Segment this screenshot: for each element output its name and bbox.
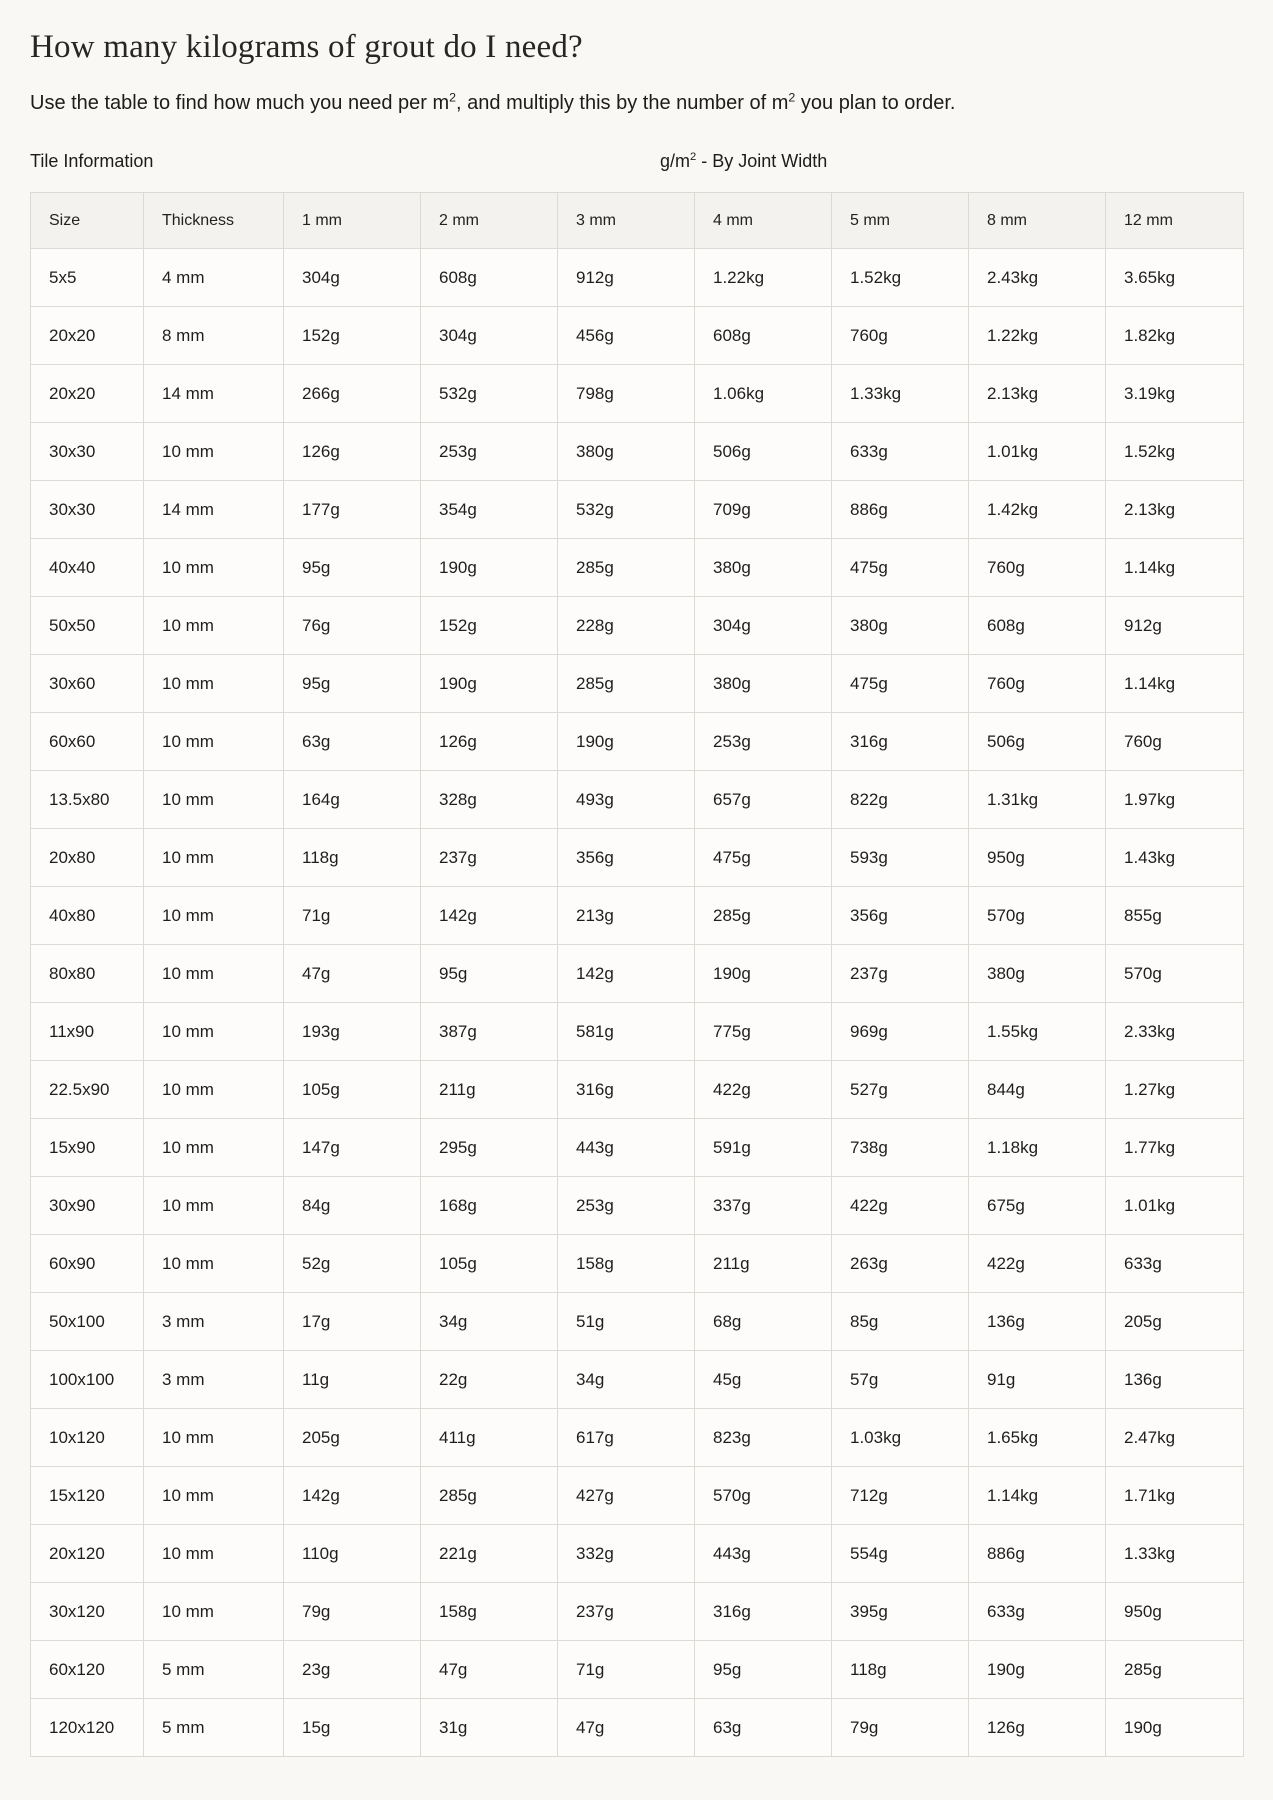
joint-width-label-text-1: g/m (660, 150, 691, 171)
value-cell: 221g (421, 1524, 558, 1582)
joint-width-label (660, 151, 827, 172)
thickness-cell: 14 mm (144, 364, 284, 422)
joint-width-label-text-2: - By Joint Width (696, 150, 828, 171)
value-cell: 493g (558, 770, 695, 828)
value-cell: 304g (284, 248, 421, 306)
value-cell: 395g (832, 1582, 969, 1640)
size-cell: 80x80 (31, 944, 144, 1002)
value-cell: 15g (284, 1698, 421, 1756)
value-cell: 554g (832, 1524, 969, 1582)
thickness-cell: 14 mm (144, 480, 284, 538)
table-row (31, 944, 1244, 1002)
value-cell: 17g (284, 1292, 421, 1350)
thickness-cell: 10 mm (144, 596, 284, 654)
thickness-cell: 5 mm (144, 1640, 284, 1698)
value-cell: 68g (695, 1292, 832, 1350)
size-cell: 10x120 (31, 1408, 144, 1466)
thickness-cell: 10 mm (144, 770, 284, 828)
thickness-cell: 10 mm (144, 1466, 284, 1524)
value-cell: 1.06kg (695, 364, 832, 422)
size-cell: 30x90 (31, 1176, 144, 1234)
value-cell: 608g (969, 596, 1106, 654)
value-cell: 213g (558, 886, 695, 944)
value-cell: 95g (284, 538, 421, 596)
value-cell: 71g (284, 886, 421, 944)
value-cell: 532g (558, 480, 695, 538)
value-cell: 886g (832, 480, 969, 538)
thickness-cell: 8 mm (144, 306, 284, 364)
value-cell: 168g (421, 1176, 558, 1234)
value-cell: 95g (421, 944, 558, 1002)
value-cell: 253g (558, 1176, 695, 1234)
size-cell: 120x120 (31, 1698, 144, 1756)
value-cell: 52g (284, 1234, 421, 1292)
value-cell: 1.01kg (969, 422, 1106, 480)
value-cell: 205g (284, 1408, 421, 1466)
value-cell: 1.31kg (969, 770, 1106, 828)
thickness-cell: 4 mm (144, 248, 284, 306)
table-row (31, 422, 1244, 480)
value-cell: 266g (284, 364, 421, 422)
value-cell: 142g (284, 1466, 421, 1524)
value-cell: 760g (969, 538, 1106, 596)
table-header-row (31, 192, 1244, 248)
value-cell: 211g (421, 1060, 558, 1118)
value-cell: 158g (558, 1234, 695, 1292)
value-cell: 190g (558, 712, 695, 770)
value-cell: 912g (1106, 596, 1244, 654)
value-cell: 152g (284, 306, 421, 364)
tile-information-label: Tile Information (30, 150, 154, 171)
value-cell: 23g (284, 1640, 421, 1698)
value-cell: 380g (558, 422, 695, 480)
size-cell: 60x60 (31, 712, 144, 770)
value-cell: 1.33kg (1106, 1524, 1244, 1582)
thickness-cell: 10 mm (144, 1002, 284, 1060)
value-cell: 356g (832, 886, 969, 944)
value-cell: 443g (558, 1118, 695, 1176)
value-cell: 1.14kg (1106, 654, 1244, 712)
value-cell: 316g (832, 712, 969, 770)
value-cell: 760g (969, 654, 1106, 712)
column-header-12-mm: 12 mm (1106, 192, 1244, 248)
value-cell: 263g (832, 1234, 969, 1292)
value-cell: 253g (421, 422, 558, 480)
value-cell: 285g (558, 654, 695, 712)
size-cell: 40x40 (31, 538, 144, 596)
thickness-cell: 10 mm (144, 422, 284, 480)
value-cell: 950g (1106, 1582, 1244, 1640)
value-cell: 1.03kg (832, 1408, 969, 1466)
value-cell: 422g (832, 1176, 969, 1234)
value-cell: 105g (284, 1060, 421, 1118)
value-cell: 51g (558, 1292, 695, 1350)
thickness-cell: 10 mm (144, 1060, 284, 1118)
value-cell: 1.01kg (1106, 1176, 1244, 1234)
value-cell: 105g (421, 1234, 558, 1292)
value-cell: 2.13kg (1106, 480, 1244, 538)
value-cell: 422g (969, 1234, 1106, 1292)
subtitle-text-3: you plan to order. (795, 91, 956, 114)
value-cell: 237g (558, 1582, 695, 1640)
value-cell: 45g (695, 1350, 832, 1408)
table-row (31, 1176, 1244, 1234)
value-cell: 443g (695, 1524, 832, 1582)
table-row (31, 1582, 1244, 1640)
value-cell: 332g (558, 1524, 695, 1582)
value-cell: 387g (421, 1002, 558, 1060)
value-cell: 950g (969, 828, 1106, 886)
size-cell: 13.5x80 (31, 770, 144, 828)
value-cell: 253g (695, 712, 832, 770)
table-row (31, 596, 1244, 654)
value-cell: 285g (1106, 1640, 1244, 1698)
column-header-4-mm: 4 mm (695, 192, 832, 248)
value-cell: 570g (969, 886, 1106, 944)
value-cell: 380g (969, 944, 1106, 1002)
size-cell: 30x120 (31, 1582, 144, 1640)
value-cell: 158g (421, 1582, 558, 1640)
value-cell: 969g (832, 1002, 969, 1060)
size-cell: 20x120 (31, 1524, 144, 1582)
size-cell: 22.5x90 (31, 1060, 144, 1118)
thickness-cell: 10 mm (144, 944, 284, 1002)
size-cell: 30x30 (31, 480, 144, 538)
table-row (31, 1002, 1244, 1060)
table-row (31, 1350, 1244, 1408)
value-cell: 633g (969, 1582, 1106, 1640)
value-cell: 912g (558, 248, 695, 306)
size-cell: 20x80 (31, 828, 144, 886)
value-cell: 475g (832, 538, 969, 596)
value-cell: 190g (421, 538, 558, 596)
value-cell: 95g (284, 654, 421, 712)
value-cell: 532g (421, 364, 558, 422)
subtitle-text-2: , and multiply this by the number of m (456, 91, 789, 114)
value-cell: 285g (695, 886, 832, 944)
value-cell: 617g (558, 1408, 695, 1466)
size-cell: 20x20 (31, 306, 144, 364)
thickness-cell: 10 mm (144, 654, 284, 712)
size-cell: 60x90 (31, 1234, 144, 1292)
value-cell: 84g (284, 1176, 421, 1234)
value-cell: 95g (695, 1640, 832, 1698)
page-subtitle (30, 90, 1243, 117)
value-cell: 760g (832, 306, 969, 364)
thickness-cell: 10 mm (144, 1524, 284, 1582)
value-cell: 506g (695, 422, 832, 480)
value-cell: 1.18kg (969, 1118, 1106, 1176)
value-cell: 1.77kg (1106, 1118, 1244, 1176)
size-cell: 15x90 (31, 1118, 144, 1176)
value-cell: 1.14kg (969, 1466, 1106, 1524)
value-cell: 71g (558, 1640, 695, 1698)
value-cell: 295g (421, 1118, 558, 1176)
value-cell: 3.19kg (1106, 364, 1244, 422)
value-cell: 142g (558, 944, 695, 1002)
column-header-size: Size (31, 192, 144, 248)
table-row (31, 538, 1244, 596)
thickness-cell: 5 mm (144, 1698, 284, 1756)
column-header-1-mm: 1 mm (284, 192, 421, 248)
size-cell: 5x5 (31, 248, 144, 306)
table-row (31, 770, 1244, 828)
value-cell: 775g (695, 1002, 832, 1060)
value-cell: 1.33kg (832, 364, 969, 422)
value-cell: 709g (695, 480, 832, 538)
value-cell: 136g (1106, 1350, 1244, 1408)
value-cell: 1.52kg (832, 248, 969, 306)
value-cell: 237g (421, 828, 558, 886)
table-row (31, 1524, 1244, 1582)
superscript-2: 2 (449, 89, 457, 104)
value-cell: 177g (284, 480, 421, 538)
table-row (31, 712, 1244, 770)
value-cell: 118g (284, 828, 421, 886)
value-cell: 411g (421, 1408, 558, 1466)
value-cell: 1.65kg (969, 1408, 1106, 1466)
size-cell: 60x120 (31, 1640, 144, 1698)
value-cell: 285g (558, 538, 695, 596)
value-cell: 47g (558, 1698, 695, 1756)
value-cell: 593g (832, 828, 969, 886)
size-cell: 30x30 (31, 422, 144, 480)
value-cell: 91g (969, 1350, 1106, 1408)
table-row (31, 1466, 1244, 1524)
value-cell: 798g (558, 364, 695, 422)
value-cell: 1.82kg (1106, 306, 1244, 364)
value-cell: 608g (695, 306, 832, 364)
value-cell: 136g (969, 1292, 1106, 1350)
value-cell: 527g (832, 1060, 969, 1118)
column-header-5-mm: 5 mm (832, 192, 969, 248)
value-cell: 2.33kg (1106, 1002, 1244, 1060)
value-cell: 1.22kg (969, 306, 1106, 364)
value-cell: 475g (695, 828, 832, 886)
thickness-cell: 10 mm (144, 1118, 284, 1176)
value-cell: 380g (832, 596, 969, 654)
value-cell: 2.43kg (969, 248, 1106, 306)
value-cell: 79g (284, 1582, 421, 1640)
value-cell: 356g (558, 828, 695, 886)
table-row (31, 480, 1244, 538)
value-cell: 47g (421, 1640, 558, 1698)
value-cell: 190g (695, 944, 832, 1002)
superscript-2: 2 (788, 89, 796, 104)
value-cell: 886g (969, 1524, 1106, 1582)
superscript-2: 2 (690, 150, 697, 163)
table-row (31, 1118, 1244, 1176)
table-row (31, 1292, 1244, 1350)
value-cell: 228g (558, 596, 695, 654)
value-cell: 34g (421, 1292, 558, 1350)
thickness-cell: 10 mm (144, 828, 284, 886)
value-cell: 337g (695, 1176, 832, 1234)
value-cell: 304g (695, 596, 832, 654)
table-row (31, 654, 1244, 712)
value-cell: 1.22kg (695, 248, 832, 306)
value-cell: 85g (832, 1292, 969, 1350)
value-cell: 118g (832, 1640, 969, 1698)
value-cell: 427g (558, 1466, 695, 1524)
value-cell: 354g (421, 480, 558, 538)
column-header-2-mm: 2 mm (421, 192, 558, 248)
thickness-cell: 10 mm (144, 886, 284, 944)
value-cell: 152g (421, 596, 558, 654)
value-cell: 1.71kg (1106, 1466, 1244, 1524)
value-cell: 76g (284, 596, 421, 654)
value-cell: 422g (695, 1060, 832, 1118)
value-cell: 237g (832, 944, 969, 1002)
value-cell: 506g (969, 712, 1106, 770)
size-cell: 11x90 (31, 1002, 144, 1060)
value-cell: 822g (832, 770, 969, 828)
value-cell: 675g (969, 1176, 1106, 1234)
table-row (31, 1408, 1244, 1466)
size-cell: 40x80 (31, 886, 144, 944)
value-cell: 1.14kg (1106, 538, 1244, 596)
size-cell: 50x50 (31, 596, 144, 654)
table-section-labels (30, 151, 1243, 175)
value-cell: 316g (558, 1060, 695, 1118)
value-cell: 380g (695, 538, 832, 596)
value-cell: 63g (695, 1698, 832, 1756)
thickness-cell: 10 mm (144, 538, 284, 596)
table-row (31, 364, 1244, 422)
value-cell: 126g (284, 422, 421, 480)
table-row (31, 828, 1244, 886)
table-row (31, 886, 1244, 944)
value-cell: 1.43kg (1106, 828, 1244, 886)
value-cell: 110g (284, 1524, 421, 1582)
table-row (31, 1234, 1244, 1292)
table-row (31, 1060, 1244, 1118)
value-cell: 147g (284, 1118, 421, 1176)
value-cell: 126g (969, 1698, 1106, 1756)
value-cell: 63g (284, 712, 421, 770)
thickness-cell: 10 mm (144, 1582, 284, 1640)
thickness-cell: 10 mm (144, 1176, 284, 1234)
value-cell: 205g (1106, 1292, 1244, 1350)
value-cell: 570g (1106, 944, 1244, 1002)
value-cell: 47g (284, 944, 421, 1002)
value-cell: 57g (832, 1350, 969, 1408)
value-cell: 712g (832, 1466, 969, 1524)
value-cell: 190g (1106, 1698, 1244, 1756)
table-body (31, 248, 1244, 1756)
table-row (31, 1640, 1244, 1698)
value-cell: 22g (421, 1350, 558, 1408)
value-cell: 1.97kg (1106, 770, 1244, 828)
value-cell: 581g (558, 1002, 695, 1060)
value-cell: 823g (695, 1408, 832, 1466)
value-cell: 475g (832, 654, 969, 712)
value-cell: 608g (421, 248, 558, 306)
value-cell: 633g (832, 422, 969, 480)
size-cell: 100x100 (31, 1350, 144, 1408)
value-cell: 211g (695, 1234, 832, 1292)
size-cell: 15x120 (31, 1466, 144, 1524)
table-row (31, 306, 1244, 364)
size-cell: 20x20 (31, 364, 144, 422)
value-cell: 164g (284, 770, 421, 828)
thickness-cell: 10 mm (144, 1408, 284, 1466)
value-cell: 190g (969, 1640, 1106, 1698)
value-cell: 2.47kg (1106, 1408, 1244, 1466)
value-cell: 31g (421, 1698, 558, 1756)
thickness-cell: 10 mm (144, 1234, 284, 1292)
value-cell: 193g (284, 1002, 421, 1060)
table-row (31, 1698, 1244, 1756)
size-cell: 30x60 (31, 654, 144, 712)
thickness-cell: 3 mm (144, 1292, 284, 1350)
value-cell: 11g (284, 1350, 421, 1408)
value-cell: 190g (421, 654, 558, 712)
value-cell: 633g (1106, 1234, 1244, 1292)
value-cell: 1.42kg (969, 480, 1106, 538)
value-cell: 328g (421, 770, 558, 828)
value-cell: 1.27kg (1106, 1060, 1244, 1118)
value-cell: 657g (695, 770, 832, 828)
value-cell: 570g (695, 1466, 832, 1524)
value-cell: 34g (558, 1350, 695, 1408)
value-cell: 844g (969, 1060, 1106, 1118)
column-header-thickness: Thickness (144, 192, 284, 248)
value-cell: 855g (1106, 886, 1244, 944)
column-header-8-mm: 8 mm (969, 192, 1106, 248)
value-cell: 760g (1106, 712, 1244, 770)
value-cell: 285g (421, 1466, 558, 1524)
value-cell: 142g (421, 886, 558, 944)
value-cell: 456g (558, 306, 695, 364)
grout-quantity-table (30, 192, 1244, 1757)
value-cell: 126g (421, 712, 558, 770)
value-cell: 1.52kg (1106, 422, 1244, 480)
column-header-3-mm: 3 mm (558, 192, 695, 248)
value-cell: 3.65kg (1106, 248, 1244, 306)
thickness-cell: 10 mm (144, 712, 284, 770)
value-cell: 2.13kg (969, 364, 1106, 422)
value-cell: 304g (421, 306, 558, 364)
subtitle-text-1: Use the table to find how much you need per m (30, 91, 450, 114)
size-cell: 50x100 (31, 1292, 144, 1350)
value-cell: 1.55kg (969, 1002, 1106, 1060)
value-cell: 591g (695, 1118, 832, 1176)
table-row (31, 248, 1244, 306)
value-cell: 79g (832, 1698, 969, 1756)
value-cell: 316g (695, 1582, 832, 1640)
page-title: How many kilograms of grout do I need? (30, 29, 583, 65)
value-cell: 738g (832, 1118, 969, 1176)
value-cell: 380g (695, 654, 832, 712)
thickness-cell: 3 mm (144, 1350, 284, 1408)
